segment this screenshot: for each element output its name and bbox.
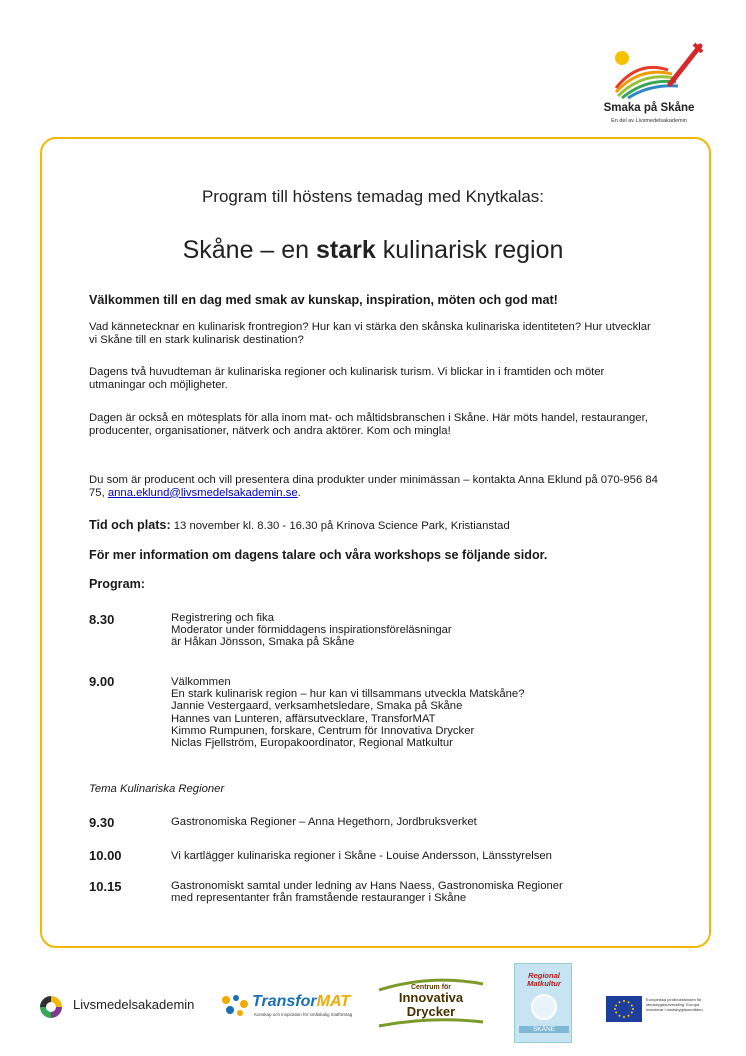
more-info-line: För mer information om dagens talare och våra workshops se följande sidor. xyxy=(89,548,548,562)
program-time: 9.00 xyxy=(89,674,115,689)
brand-tagline: En del av Livsmedelsakademin xyxy=(611,118,687,124)
time-and-place xyxy=(89,518,510,532)
cid-line-2: Drycker xyxy=(406,1004,456,1019)
livsmedelsakademin-name: Livsmedelsakademin xyxy=(73,997,195,1012)
title-strong: stark xyxy=(316,236,376,264)
program-item xyxy=(171,612,671,649)
transformat-logo-icon xyxy=(218,992,250,1018)
exhibitor-text: Du som är producent och vill presentera dina produkter under minimässan – kontakta Anna Eklund på 070-956 84 75, xyxy=(89,474,658,499)
program-time: 9.30 xyxy=(89,815,115,830)
transformat-name xyxy=(252,993,350,1011)
cid-small-text: Centrum för xyxy=(410,984,452,991)
smaka-logo-icon xyxy=(608,40,704,100)
contact-email-link[interactable]: anna.eklund@livsmedelsakademin.se xyxy=(107,486,298,499)
time-place-text: 13 november kl. 8.30 - 16.30 på Krinova Science Park, Kristianstad xyxy=(170,520,510,532)
program-line: är Håkan Jönsson, Smaka på Skåne xyxy=(171,636,355,649)
program-line: Moderator under förmiddagens inspirationsföreläsningar xyxy=(171,624,452,637)
rm-figure-icon xyxy=(529,992,559,1022)
page-subtitle: Program till höstens temadag med Knytkalas: xyxy=(201,187,545,206)
rm-title: Regional Matkultur xyxy=(527,971,561,988)
cid-arc-icon xyxy=(377,976,485,1028)
page-title xyxy=(0,236,746,265)
intro-paragraph-4 xyxy=(89,474,659,499)
program-item xyxy=(171,676,671,749)
eu-fund-text: Europeiska jordbruksfonden för landsbygdsutveckling: Europa investerar i landsbygdsområden xyxy=(646,997,703,1012)
welcome-heading: Välkommen till en dag med smak av kunskap, inspiration, möten och god mat! xyxy=(89,293,558,307)
program-item xyxy=(171,850,671,862)
transformat-tagline: Kunskap och inspiration för småskalig matföretag xyxy=(254,1012,353,1017)
program-line: Gastronomiskt samtal under ledning av Hans Naess, Gastronomiska Regioner xyxy=(171,880,563,892)
program-line: med representanter från framstående restauranger i Skåne xyxy=(171,892,467,905)
program-line: Hannes van Lunteren, affärsutvecklare, TransforMAT xyxy=(171,712,436,725)
program-line: Jannie Vestergaard, verksamhetsledare, Smaka på Skåne xyxy=(171,700,463,713)
program-heading: Program: xyxy=(89,577,145,591)
theme-heading: Tema Kulinariska Regioner xyxy=(89,783,225,795)
program-line: Registrering och fika xyxy=(171,612,274,624)
program-line: Niclas Fjellström, Europakoordinator, Regional Matkultur xyxy=(171,737,453,750)
brand-name: Smaka på Skåne xyxy=(603,102,695,114)
program-time: 10.15 xyxy=(89,879,122,894)
regional-matkultur-logo xyxy=(514,963,572,1043)
program-item xyxy=(171,880,671,904)
program-line: En stark kulinarisk region – hur kan vi tillsammans utveckla Matskåne? xyxy=(171,688,525,701)
program-line: Kimmo Rumpunen, forskare, Centrum för Innovativa Drycker xyxy=(171,724,475,737)
rm-skane: SKÅNE xyxy=(519,1026,569,1033)
program-line: Gastronomiska Regioner – Anna Hegethorn, Jordbruksverket xyxy=(171,816,477,828)
intro-paragraph-1: Vad kännetecknar en kulinarisk frontregion? Hur kan vi stärka den skånska kulinariska identiteten? Hur utvecklar vi Skåne till en stark kulinarisk destination? xyxy=(89,321,651,346)
eu-flag-icon xyxy=(606,996,642,1022)
program-item xyxy=(171,816,671,828)
livsmedelsakademin-logo-icon xyxy=(38,994,64,1020)
transformat-part-a: Transfor xyxy=(252,993,317,1010)
smaka-pa-skane-logo xyxy=(596,40,714,132)
exhibitor-end: . xyxy=(297,486,301,499)
intro-paragraph-2: Dagens två huvudteman är kulinariska regioner och kulinarisk turism. Vi blickar in i framtiden och möter utmaningar och möjligheter. xyxy=(89,366,605,391)
intro-paragraph-3: Dagen är också en mötesplats för alla inom mat- och måltidsbranschen i Skåne. Här möts handel, restauranger, producenter, organisationer, nätverk och andra aktörer. Kom och mingla! xyxy=(89,412,648,437)
program-line: Välkommen xyxy=(171,676,231,688)
title-part-2: kulinarisk region xyxy=(375,236,564,264)
transformat-part-b: MAT xyxy=(316,993,351,1010)
centrum-innovativa-drycker-logo xyxy=(377,976,485,1028)
program-line: Vi kartlägger kulinariska regioner i Skåne - Louise Andersson, Länsstyrelsen xyxy=(171,850,552,862)
time-place-label: Tid och plats: xyxy=(89,518,171,532)
program-time: 10.00 xyxy=(89,848,122,863)
cid-line-1: Innovativa xyxy=(398,990,464,1005)
title-part-1: Skåne – en xyxy=(182,236,317,264)
program-time: 8.30 xyxy=(89,612,115,627)
